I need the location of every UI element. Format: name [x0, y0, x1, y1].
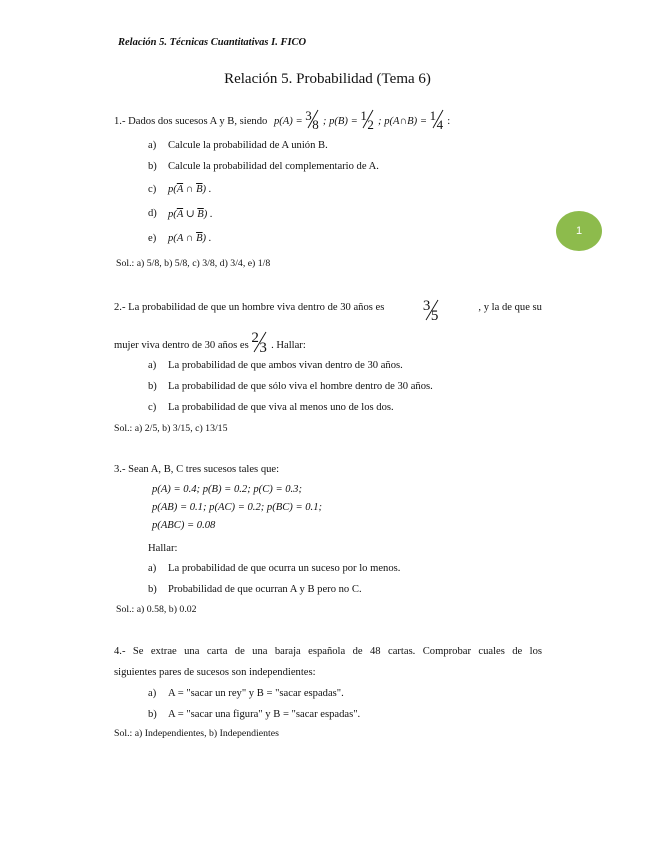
solution-3: Sol.: a) 0.58, b) 0.02	[116, 604, 197, 615]
document-header: Relación 5. Técnicas Cuantitativas I. FICO	[118, 37, 307, 48]
list-item: a) La probabilidad de que ambos vivan dentro de 30 años.	[148, 360, 403, 371]
exercise-1-statement: 1.- Dados dos sucesos A y B, siendo p(A) = 3 8 ; p(B) = 1 2 ; p(A∩B) = 1 4 :	[114, 108, 451, 132]
fraction: 1 4	[429, 108, 444, 132]
solution-1: Sol.: a) 5/8, b) 5/8, c) 3/8, d) 3/4, e) 1/8	[116, 258, 271, 269]
fraction: 2 3	[251, 330, 267, 356]
fraction: 3 5	[422, 298, 439, 324]
list-item: b) Calcule la probabilidad del complementario de A.	[148, 161, 379, 172]
list-item: b) Probabilidad de que ocurran A y B pero no C.	[148, 584, 362, 595]
exercise-4-statement-line2: siguientes pares de sucesos son independientes:	[114, 667, 316, 678]
exercise-3-statement: 3.- Sean A, B, C tres sucesos tales que:	[114, 464, 280, 475]
list-item: e) p(A ∩ $\overline{B}$) .	[148, 233, 212, 244]
page-number-badge: 1	[556, 211, 602, 251]
equation: p(A) = 0.4; p(B) = 0.2; p(C) = 0.3;	[152, 484, 303, 495]
exercise-2-statement-line1: 2.- La probabilidad de que un hombre viva dentro de 30 años es 3 5 , y la de que su	[114, 298, 542, 324]
hallar-label: Hallar:	[148, 543, 178, 554]
list-item: a) La probabilidad de que ocurra un suceso por lo menos.	[148, 563, 401, 574]
equation: p(ABC) = 0.08	[152, 520, 216, 531]
list-item: d) $p(\overline{A}$ ∪ $\overline{B}$) .	[148, 208, 213, 220]
list-item: a) A = "sacar un rey" y B = "sacar espadas".	[148, 688, 344, 699]
solution-4: Sol.: a) Independientes, b) Independientes	[114, 728, 279, 739]
equation: p(AB) = 0.1; p(AC) = 0.2; p(BC) = 0.1;	[152, 502, 323, 513]
fraction: 1 2	[360, 108, 374, 132]
list-item: c) $p(\overline{A}$ ∩ $\overline{B}$) .	[148, 184, 212, 195]
list-item: c) La probabilidad de que viva al menos uno de los dos.	[148, 402, 394, 413]
fraction: 3 8	[305, 108, 319, 132]
page-title: Relación 5. Probabilidad (Tema 6)	[224, 71, 431, 87]
exercise-2-statement-line2: mujer viva dentro de 30 años es 2 3 . Hallar:	[114, 330, 306, 356]
solution-2: Sol.: a) 2/5, b) 3/15, c) 13/15	[114, 423, 228, 434]
exercise-4-statement-line1: 4.- Se extrae una carta de una baraja española de 48 cartas. Comprobar cuales de los	[114, 646, 542, 657]
list-item: a) Calcule la probabilidad de A unión B.	[148, 140, 328, 151]
list-item: b) La probabilidad de que sólo viva el hombre dentro de 30 años.	[148, 381, 433, 392]
list-item: b) A = "sacar una figura" y B = "sacar espadas".	[148, 709, 361, 720]
